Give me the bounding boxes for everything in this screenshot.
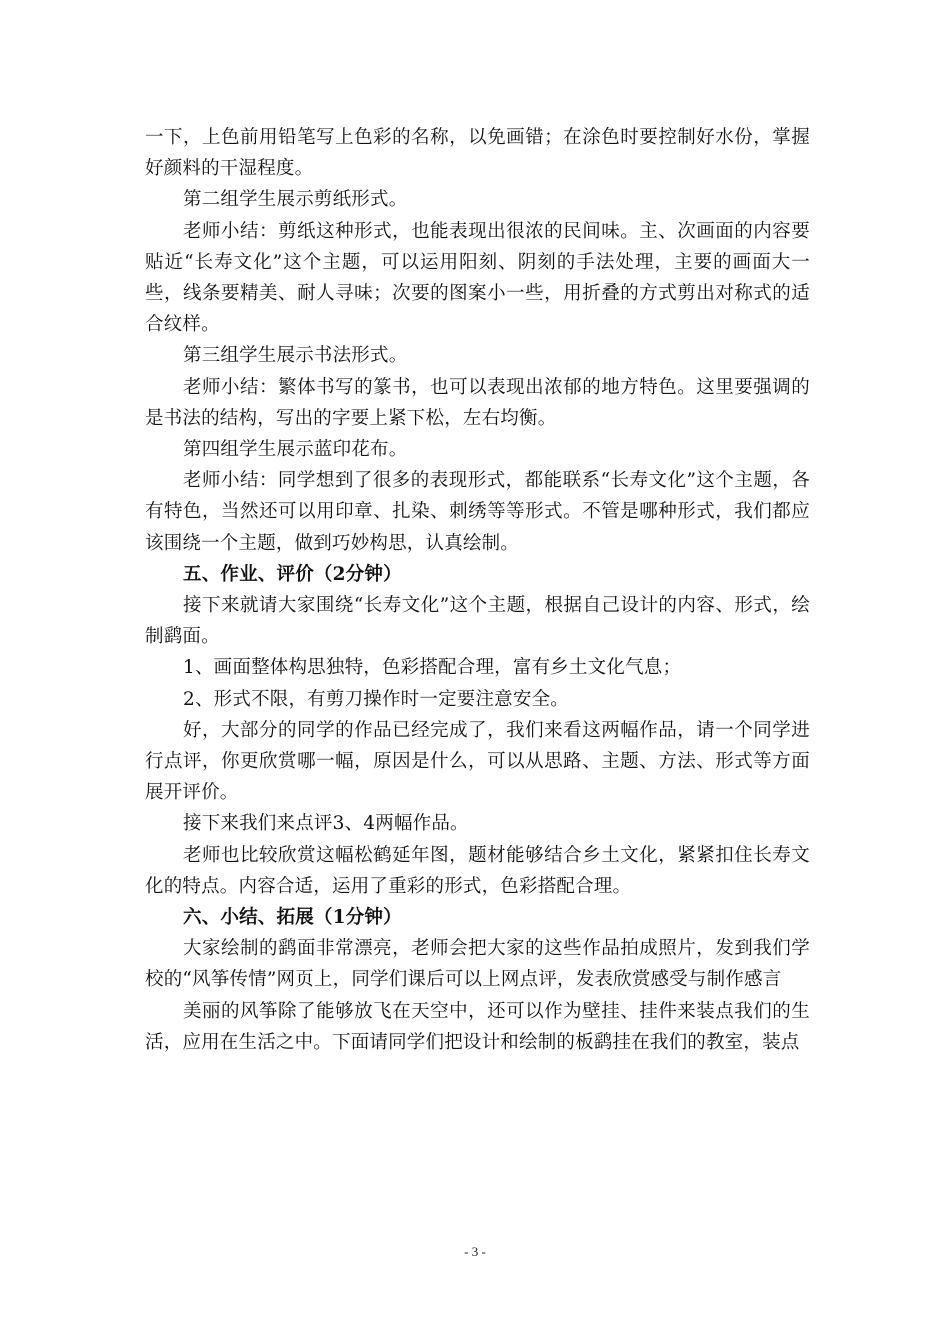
paragraph-summary-forms: 老师小结：同学想到了很多的表现形式，都能联系“长寿文化”这个主题，各有特色，当然还可以用印章、扎染、刺绣等等形式。不管是哪种形式，我们都应该围绕一个主题，做到巧妙构思，认真绘制。: [145, 470, 810, 554]
document-body: [145, 122, 810, 1058]
paragraph-summary-decoration: 美丽的风筝除了能够放飞在天空中，还可以作为壁挂、挂件来装点我们的生活，应用在生活之中。下面请同学们把设计和绘制的板鹞挂在我们的教室，装点: [145, 1000, 810, 1053]
paragraph-group-four: 第四组学生展示蓝印花布。: [183, 439, 408, 461]
list-item-requirement-2: 2、形式不限，有剪刀操作时一定要注意安全。: [183, 688, 569, 710]
section-heading-homework: 五、作业、评价（2分钟）: [183, 563, 402, 585]
paragraph-summary-photos: 大家绘制的鹞面非常漂亮，老师会把大家的这些作品拍成照片，发到我们学校的“风筝传情”网页上，同学们课后可以上网点评，发表欣赏感受与制作感言: [145, 938, 810, 991]
paragraph-group-three: 第三组学生展示书法形式。: [183, 345, 408, 367]
list-item-requirement-1: 1、画面整体构思独特，色彩搭配合理，富有乡土文化气息；: [183, 657, 682, 679]
page-number: - 3 -: [464, 1244, 486, 1259]
paragraph-homework-intro: 接下来就请大家围绕“长寿文化”这个主题，根据自己设计的内容、形式，绘制鹞面。: [145, 595, 810, 648]
paragraph-teacher-comment: 老师也比较欣赏这幅松鹤延年图，题材能够结合乡土文化，紧紧扣住长寿文化的特点。内容合适，运用了重彩的形式，色彩搭配合理。: [145, 844, 810, 897]
section-heading-summary: 六、小结、拓展（1分钟）: [183, 907, 402, 929]
paragraph-summary-calligraphy: 老师小结：繁体书写的篆书，也可以表现出浓郁的地方特色。这里要强调的是书法的结构，写出的字要上紧下松，左右均衡。: [145, 376, 810, 429]
paragraph-continuation: 一下，上色前用铅笔写上色彩的名称，以免画错；在涂色时要控制好水份，掌握好颜料的干湿程度。: [145, 127, 810, 180]
paragraph-review-next: 接下来我们来点评3、4两幅作品。: [183, 813, 469, 835]
paragraph-group-two: 第二组学生展示剪纸形式。: [183, 189, 408, 211]
paragraph-summary-papercut: 老师小结：剪纸这种形式，也能表现出很浓的民间味。主、次画面的内容要贴近“长寿文化”这个主题，可以运用阳刻、阴刻的手法处理，主要的画面大一些，线条要精美、耐人寻味；次要的图案小一些，用折叠的方式剪出对称式的适合纹样。: [145, 220, 810, 336]
paragraph-review-works: 好，大部分的同学的作品已经完成了，我们来看这两幅作品，请一个同学进行点评，你更欣赏哪一幅，原因是什么，可以从思路、主题、方法、形式等方面展开评价。: [145, 719, 810, 804]
